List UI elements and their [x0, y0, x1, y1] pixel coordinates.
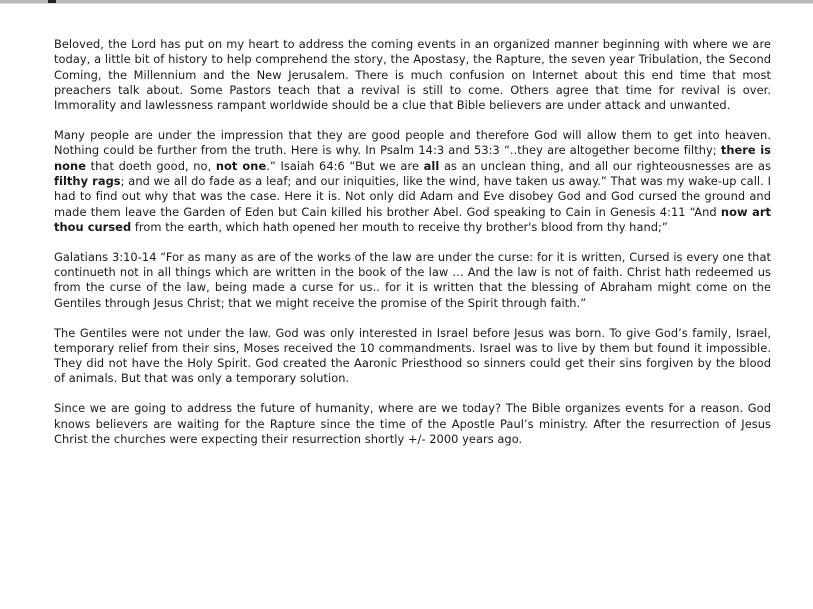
document-body [54, 37, 771, 462]
text-run: The Gentiles were not under the law. God was only interested in Israel before Jesus was born. To give God’s family, Israel, temporary relief from their sins, Moses received the 10 commandments. Israel was to live by them but found it impossible. They did not have the Holy Spirit. God created the Aaronic Priesthood so sinners could get their sins forgiven by the blood of animals. But that was only a temporary solution. [54, 325, 771, 386]
text-run: Since we are going to address the future of humanity, where are we today? The Bible organizes events for a reason. God knows believers are waiting for the Rapture since the time of the Apostle Paul’s ministry. After the resurrection of Jesus Christ the churches were expecting their resurrection shortly +/- 2000 years ago. [54, 401, 771, 446]
text-run: Many people are under the impression that they are good people and therefore God will allow them to get into heaven. Nothing could be further from the truth. Here is why. In Psalm 14:3 and 53:3 “..they are altogether become filthy; [54, 128, 771, 158]
text-run: Galatians 3:10-14 “For as many as are of the works of the law are under the curse: for it is written, Cursed is every one that continueth not in all things which are written in the book of the law ... And the law is not of faith. Christ hath redeemed us from the curse of the law, being made a curse for us.. for it is written that the blessing of Abraham might come on the Gentiles through Jesus Christ; that we might receive the promise of the Spirit through faith.” [54, 249, 771, 310]
bold-text: now art thou cursed [54, 204, 771, 234]
paragraph-3 [54, 250, 771, 311]
paragraph-4 [54, 326, 771, 387]
paragraph-5 [54, 401, 771, 447]
text-run: Beloved, the Lord has put on my heart to address the coming events in an organized manner beginning with where we are today, a little bit of history to help comprehend the story, the Apostasy, the Rapture, the seven year Tribulation, the Second Coming, the Millennium and the New Jerusalem. There is much confusion on Internet about this end time that most preachers talk about. Some Pastors teach that a revival is still to come. Others agree that time for revival is over. Immorality and lawlessness rampant worldwide should be a clue that Bible believers are under attack and unwanted. [54, 37, 771, 113]
text-run: from the earth, which hath opened her mouth to receive thy brother's blood from thy hand;” [131, 219, 668, 234]
paragraph-1 [54, 37, 771, 113]
top-border [0, 0, 813, 4]
bold-text: there is none [54, 143, 771, 173]
text-run: .” Isaiah 64:6 “But we are [266, 158, 424, 173]
top-edge-mark [48, 0, 56, 3]
bold-text: all [423, 158, 440, 173]
bold-text: not one [215, 158, 267, 173]
text-run: that doeth good, no, [85, 158, 216, 173]
text-run: as an unclean thing, and all our righteousnesses are as [439, 158, 771, 173]
bold-text: filthy rags [54, 173, 121, 188]
text-run: ; and we all do fade as a leaf; and our iniquities, like the wind, have taken us away.” That was my wake-up call. I had to find out why that was the case. Here it is. Not only did Adam and Eve disobey God and God cursed the ground and made them leave the Garden of Eden but Cain killed his brother Abel. God speaking to Cain in Genesis 4:11 “And [54, 173, 771, 219]
paragraph-2 [54, 128, 771, 235]
